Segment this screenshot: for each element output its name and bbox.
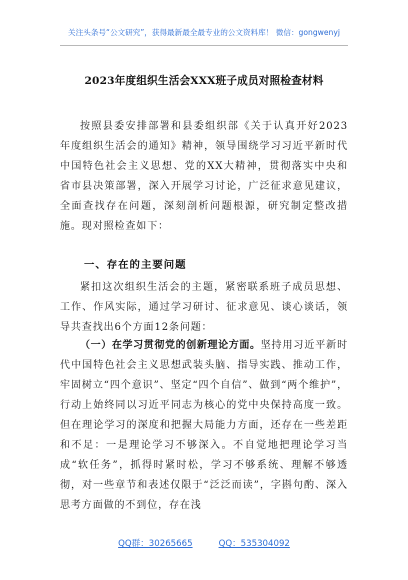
section-heading: 一、存在的主要问题	[84, 259, 187, 271]
header-banner: 关注头条号“公文研究”，获得最新最全最专业的公文资料库！ 微信：gongwenyj	[68, 28, 340, 37]
intro-paragraph: 按照县委安排部署和县委组织部《关于认真开好2023年度组织生活会的通知》精神，领导围绕学习习近平新时代中国特色社会主义思想、党的XX大精神，贯彻落实中央和省市县决策部署，深入开展学习讨论，广泛征求意见建议，全面查找存在问题，深刻剖析问题根源，研究制定整改措施。现对照检查如下：	[60, 121, 348, 232]
document-title: 2023年度组织生活会XXX班子成员对照检查材料	[84, 75, 324, 87]
subsection-body: 坚持用习近平新时代中国特色社会主义思想武装头脑、指导实践、推动工作，牢固树立“四个意识”、坚定“四个自信”、做到“两个维护”，行动上始终同以习近平同志为核心的党中央保持高度一致。但在理论学习的深度和把握大局能力方面，还存在一些差距和不足：一是理论学习不够深入。不自觉地把理论学习当成“软任务”，抓得时紧时松，学习不够系统、理解不够透彻，对一些章节和表述仅限于“泛泛而读”，字斟句酌、深入思考方面做的不到位，存在浅	[60, 340, 348, 511]
qq-contact-link[interactable]: QQ：535304092	[218, 539, 290, 549]
subsection-paragraph	[60, 336, 348, 516]
header-divider	[60, 45, 348, 46]
qq-group-link[interactable]: QQ群：30265665	[118, 539, 193, 549]
footer-contacts	[0, 537, 408, 549]
subsection-heading: （一）在学习贯彻党的创新理论方面。	[80, 340, 261, 351]
summary-paragraph: 紧扣这次组织生活会的主题，紧密联系班子成员思想、工作、作风实际，通过学习研讨、征求意见、谈心谈话，领导共查找出6个方面12条问题：	[60, 282, 348, 333]
